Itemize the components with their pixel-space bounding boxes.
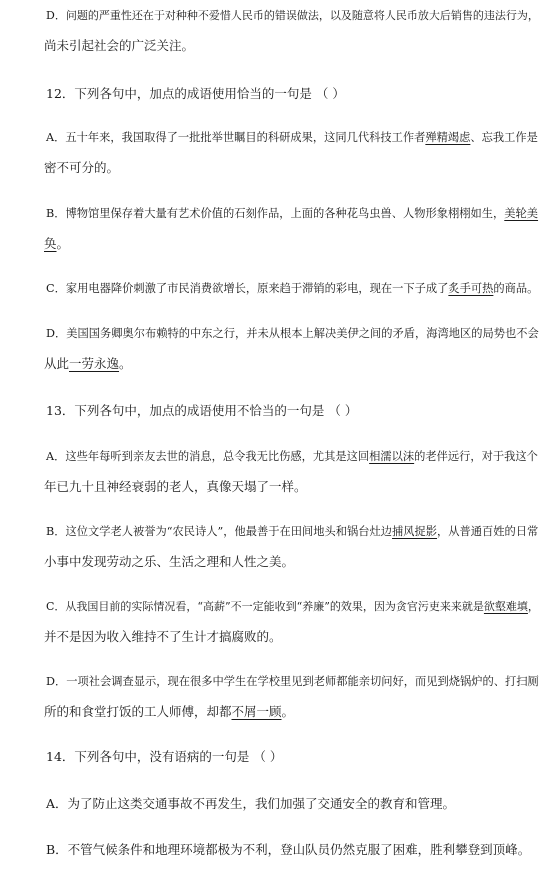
q12-option-c-text: C．家用电器降价刺激了市民消费欲增长，原来趋于滞销的彩电，现在一下子成了 [46,282,449,295]
q13-option-b-text-cont: 小事中发现劳动之乐、生活之理和人性之美。 [44,554,295,569]
q13-option-b-text: B．这位文学老人被誉为“农民诗人”，他最善于在田间地头和锅台灶边 [46,525,393,538]
q12-option-a-text: A．五十年来，我国取得了一批批举世瞩目的科研成果，这同几代科技工作者 [46,131,426,144]
question-14-stem [46,749,282,765]
q13-option-c-text-tail: ， [527,600,539,613]
q12-option-c [46,281,538,297]
q13-option-d-text: D．一项社会调查显示，现在很多中学生在学校里见到老师都能亲切问好，而见到烧锅炉的、打扫厕 [46,675,539,688]
q12-option-a-text-cont: 密不可分的。 [44,160,120,175]
q11-option-d-line2 [44,38,194,54]
q13-option-b-text-tail: ，从普通百姓的日常 [437,525,539,538]
q12-option-d-text-cont: 从此 [44,356,70,371]
q12-option-a-idiom: 殚精竭虑 [425,131,471,144]
q13-option-a-line1 [46,449,538,465]
q13-option-a-idiom: 相濡以沫 [369,450,415,463]
q13-option-d-line1 [46,674,539,690]
q13-option-c-idiom: 欲壑难填 [483,600,528,613]
question-13-stem [46,403,357,419]
q14-option-b [46,842,530,858]
q13-option-c-line2 [44,629,282,645]
q13-option-b-line2 [44,554,294,570]
q13-option-d-line2 [44,704,294,720]
q11-option-d-line1 [46,8,539,24]
q12-option-d-line1 [46,326,539,342]
q14-option-b-text: B．不管气候条件和地理环境都极为不利，登山队员仍然克服了困难，胜利攀登到顶峰。 [46,842,531,857]
q12-option-a-text-tail: 、忘我工作是 [470,131,538,144]
q13-option-a-text: A．这些年每听到亲友去世的消息，总令我无比伤感，尤其是这回 [46,450,370,463]
question-13-text: 13．下列各句中，加点的成语使用不恰当的一句是 （ ） [46,403,358,418]
q13-option-a-line2 [44,479,307,495]
q11-option-d-text-cont: 尚未引起社会的广泛关注。 [44,38,195,53]
q12-option-d-text-tail: 。 [119,356,132,371]
q14-option-a [46,796,455,812]
q13-option-a-text-cont: 年已九十且神经衰弱的老人，真像天塌了一样。 [44,479,307,494]
q12-option-b-line1 [46,206,538,222]
q13-option-d-text-tail: 。 [281,704,295,719]
q12-option-c-text-tail: 的商品。 [493,282,539,295]
q12-option-b-text-tail: 。 [56,236,70,251]
q13-option-d-idiom: 不屑一顾 [231,704,282,719]
q13-option-c-text: C．从我国目前的实际情况看，“高薪”不一定能收到“养廉”的效果，因为贪官污吏来来就是 [46,600,484,613]
q13-option-c-text-cont: 并不是因为收入维持不了生计才搞腐败的。 [44,629,282,644]
question-14-text: 14．下列各句中，没有语病的一句是 （ ） [46,749,283,764]
q12-option-a-line1 [46,130,538,146]
q13-option-b-line1 [46,524,538,540]
q12-option-d-line2 [44,356,132,372]
q14-option-a-text: A．为了防止这类交通事故不再发生，我们加强了交通安全的教育和管理。 [46,796,456,811]
q13-option-d-text-cont: 所的和食堂打饭的工人师傅，却都 [44,704,232,719]
q13-option-c-line1 [46,599,539,615]
q12-option-c-idiom: 炙手可热 [448,282,494,295]
q13-option-a-text-tail: 的老伴远行，对于我这个 [414,450,538,463]
q12-option-b-line2 [44,236,69,252]
question-12-stem [46,86,345,102]
q13-option-b-idiom: 捕风捉影 [392,525,438,538]
q12-option-b-idiom-cont: 奂 [44,236,57,251]
q12-option-d-text: D．美国国务卿奥尔布赖特的中东之行，并未从根本上解决美伊之间的矛盾，海湾地区的局势也不会 [46,327,539,340]
q12-option-a-line2 [44,160,119,176]
q11-option-d-text: D．问题的严重性还在于对种种不爱惜人民币的错误做法，以及随意将人民币放大后销售的违法行为， [46,9,539,22]
question-12-text: 12．下列各句中，加点的成语使用恰当的一句是 （ ） [46,86,345,101]
q12-option-b-idiom: 美轮美 [504,207,539,220]
q12-option-d-idiom: 一劳永逸 [69,356,120,371]
q12-option-b-text: B．博物馆里保存着大量有艺术价值的石刻作品，上面的各种花鸟虫兽、人物形象栩栩如生， [46,207,505,220]
